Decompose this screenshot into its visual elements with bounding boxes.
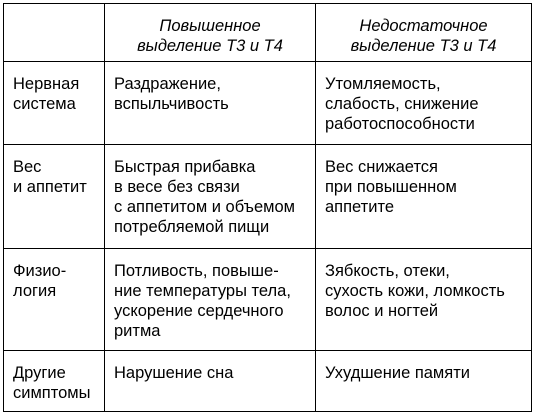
cell-line: волос и ногтей	[325, 302, 439, 320]
table-row-physiology	[4, 249, 532, 351]
increased-cell	[105, 145, 316, 249]
cell-line: вспыльчивость	[114, 95, 229, 113]
row-label-cell	[4, 62, 105, 145]
header-line: выделение Т3 и Т4	[350, 37, 497, 55]
row-label-cell	[4, 145, 105, 249]
cell-line: Нарушение сна	[114, 364, 234, 382]
header-insufficient-secretion	[316, 4, 532, 62]
row-label-line: Нервная	[13, 75, 80, 93]
comparison-table	[3, 3, 532, 412]
table-header-row	[4, 4, 532, 62]
row-label-line: система	[13, 95, 76, 113]
cell-line: ускорение сердечного	[114, 302, 284, 320]
header-line: Недостаточное	[359, 17, 488, 35]
row-label-line: логия	[13, 282, 57, 300]
table-row-other-symptoms	[4, 351, 532, 412]
cell-line: ние температуры тела,	[114, 282, 291, 300]
row-label-line: Вес	[13, 158, 42, 176]
increased-cell	[105, 351, 316, 412]
header-corner-cell	[4, 4, 105, 62]
header-line: Повышенное	[159, 17, 261, 35]
header-increased-secretion	[105, 4, 316, 62]
cell-line: Ухудшение памяти	[325, 364, 470, 382]
cell-line: Зябкость, отеки,	[325, 262, 450, 280]
row-label-line: симптомы	[13, 384, 91, 402]
row-label-cell	[4, 351, 105, 412]
cell-line: работоспособности	[325, 115, 475, 133]
table-row-nervous-system	[4, 62, 532, 145]
cell-line: слабость, снижение	[325, 95, 479, 113]
cell-line: аппетите	[325, 198, 394, 216]
cell-line: при повышенном	[325, 178, 457, 196]
row-label-line: Физио-	[13, 262, 67, 280]
cell-line: Вес снижается	[325, 158, 438, 176]
row-label-cell	[4, 249, 105, 351]
cell-line: ритма	[114, 322, 161, 340]
table-row-weight-appetite	[4, 145, 532, 249]
insufficient-cell	[316, 145, 532, 249]
insufficient-cell	[316, 351, 532, 412]
header-line: выделение Т3 и Т4	[137, 37, 283, 55]
cell-line: Раздражение,	[114, 75, 221, 93]
cell-line: с аппетитом и объемом	[114, 198, 295, 216]
cell-line: потребляемой пищи	[114, 218, 270, 236]
increased-cell	[105, 62, 316, 145]
increased-cell	[105, 249, 316, 351]
row-label-line: Другие	[13, 364, 66, 382]
cell-line: сухость кожи, ломкость	[325, 282, 505, 300]
insufficient-cell	[316, 249, 532, 351]
insufficient-cell	[316, 62, 532, 145]
cell-line: Потливость, повыше-	[114, 262, 279, 280]
cell-line: Утомляемость,	[325, 75, 441, 93]
cell-line: в весе без связи	[114, 178, 240, 196]
cell-line: Быстрая прибавка	[114, 158, 256, 176]
row-label-line: и аппетит	[13, 178, 87, 196]
